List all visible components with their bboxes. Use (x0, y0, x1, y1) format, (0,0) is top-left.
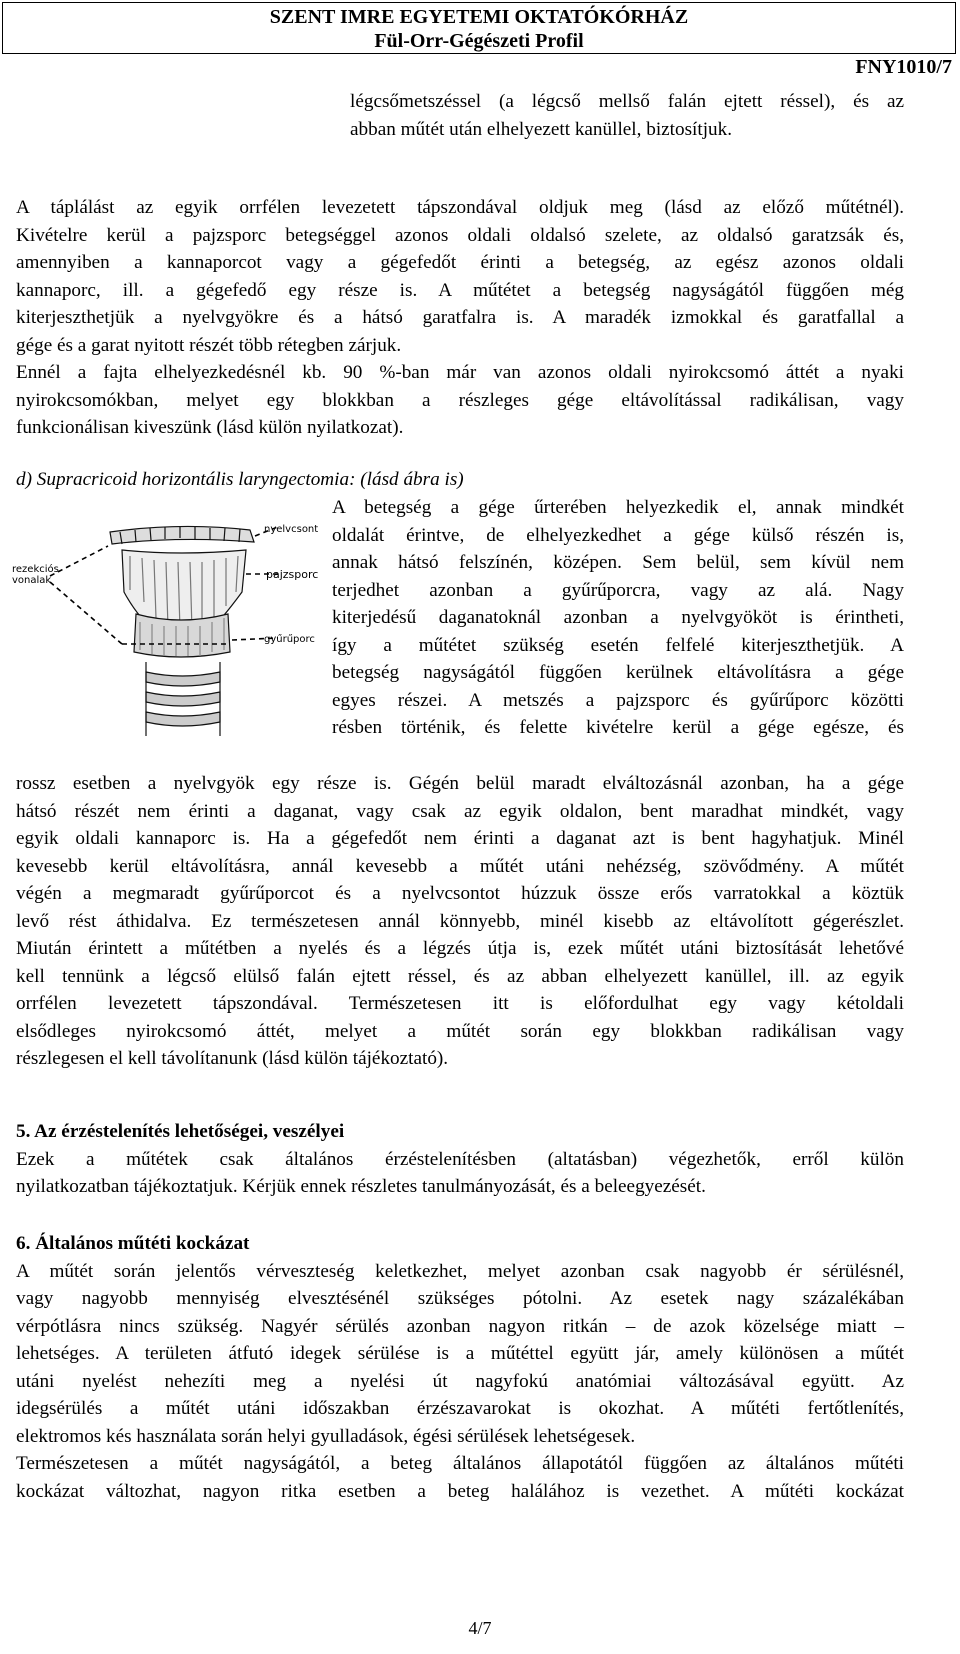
text-line: lehetséges. A területen átfutó idegek sérülése is a műtéttel együtt jár, amely különösen a műtét (16, 1343, 904, 1364)
section-6-title: 6. Általános műtéti kockázat (16, 1233, 250, 1254)
text-line: utáni nyelést nehezíti meg a nyelési út nagyfokú anatómiai változásával együtt. Az (16, 1370, 904, 1392)
text-line: egyik oldali kannaporc is. Ha a gégefedőt nem érinti a daganat azt is bent hagyhatjuk. Minél (16, 828, 904, 849)
text-line: Ezek a műtétek csak általános érzéstelenítésben (altatásban) végezhetők, erről külön (16, 1148, 904, 1170)
figure-side-text (332, 494, 904, 742)
text-line: kell tennünk a légcső elülső falán ejtett réssel, és az abban elhelyezett kanüllel, ill. az egyik (16, 965, 904, 987)
text-line: így a műtétet szükség esetén felfelé kiterjeszthetjük. A (332, 634, 904, 656)
text-line: kockázat változhat, nagyon ritka esetben a beteg halálához is vezethet. A műtéti kockázat (16, 1480, 904, 1502)
hyoid-label: nyelvcsont (264, 524, 319, 535)
text-line: elektromos kés használata során helyi gyulladások, égési sérülések lehetségesek. (16, 1425, 636, 1447)
intro-text (350, 88, 904, 143)
text-line: nyirokcsomókban, melyet egy blokkban a részleges gége eltávolítással radikálisan, vagy (16, 389, 904, 411)
text-line: Ennél a fajta elhelyezkedésnél kb. 90 %-ban már van azonos oldali nyirokcsomó áttét a nyaki (16, 362, 904, 383)
section-5-title: 5. Az érzéstelenítés lehetőségei, veszélyei (16, 1121, 345, 1142)
text-line: gége és a garat nyitott részét több rétegben zárjuk. (16, 334, 402, 356)
text-line: A műtét során jelentős vérveszteség keletkezhet, melyet azonban csak nagyobb ér sérülésnél, (16, 1260, 904, 1282)
text-line: hátsó részét nem érinti a daganat, vagy csak az egyik oldalon, bent maradhat mindkét, vagy (16, 800, 904, 822)
text-line: nyilatkozatban tájékoztatjuk. Kérjük ennek részletes tanulmányozását, és a beleegyezését. (16, 1176, 706, 1197)
text-line: kiterjedésű daganatoknál azonban a nyelvgyököt is érintheti, (332, 607, 904, 628)
text-line: levő rést áthidalva. Ez természetesen annál könnyebb, minél kisebb az eltávolított gégerészlet. (16, 910, 904, 932)
section-5 (16, 1118, 904, 1201)
paragraph-feeding (16, 194, 904, 442)
resection-line-lower (50, 582, 122, 644)
section-d-title: d) Supracricoid horizontális laryngectomia: (lásd ábra is) (16, 469, 464, 490)
text-line: kevesebb kerül eltávolításra, annál kevesebb a műtét utáni nehézség, szövődmény. A műtét (16, 855, 904, 877)
text-line: annak hátsó felszínén, középen. Sem belül, sem kívül nem (332, 552, 904, 573)
page-number: 4/7 (468, 1618, 492, 1638)
resection-lines-label: rezekciós (12, 564, 59, 575)
text-line: Miután érintett a műtétben a nyelés és a légzés útja is, ezek műtét utáni biztosítását lehetővé (16, 938, 904, 959)
text-line: Természetesen a műtét nagyságától, a beteg általános állapotától függően az általános műtéti (16, 1453, 904, 1474)
text-line: rossz esetben a nyelvgyök egy része is. Gégén belül maradt elváltozásnál azonban, ha a gége (16, 773, 904, 794)
text-line: A betegség a gége űrterében helyezkedik el, annak mindkét (332, 497, 904, 518)
text-line: részlegesen el kell távolítanunk (lásd külön tájékoztató). (16, 1048, 449, 1069)
text-line: terjedhet azonban a gyűrűporcra, vagy az alá. Nagy (332, 579, 904, 601)
cricoid-label: gyűrűporc (264, 634, 315, 645)
text-line: abban műtét után elhelyezett kanüllel, biztosítjuk. (350, 118, 733, 140)
text-line: idegsérülés a műtét utáni időszakban érzészavarokat is okozhat. A műtéti fertőtlenítés, (16, 1398, 904, 1419)
paragraph-supracricoid (16, 770, 904, 1073)
text-line: Kivételre kerül a pajzsporc betegséggel azonos oldali oldalsó szelete, az oldalsó garatzsák és, (16, 224, 904, 246)
text-line: A táplálást az egyik orrfélen levezetett tápszondával oldjuk meg (lásd az előző műtétnél). (16, 197, 904, 218)
thyroid-label: pajzsporc (266, 568, 319, 581)
text-line: egyes részei. A metszés a pajzsporc és gyűrűporc közötti (332, 689, 904, 711)
text-line: orrfélen levezetett tápszondával. Természetesen itt is előfordulhat egy vagy kétoldali (16, 993, 904, 1014)
text-line: végén a megmaradt gyűrűporcot és a nyelvcsontot húzzuk össze erős varratokkal a köztük (16, 883, 904, 904)
department-name: Fül-Orr-Gégészeti Profil (374, 30, 584, 52)
cricoid-cartilage-shape (134, 614, 230, 657)
text-line: vagy nagyobb mennyiség elvesztésénél szükséges pótolni. Az esetek nagy százalékában (16, 1288, 904, 1309)
text-line: résben történik, és felette kivételre kerül a gége egésze, és (332, 717, 904, 738)
text-line: légcsőmetszéssel (a légcső mellső falán ejtett réssel), és az (350, 91, 904, 112)
text-line: elsődleges nyirokcsomó áttét, melyet a műtét során egy blokkban radikálisan vagy (16, 1020, 904, 1042)
text-line: kiterjeszthetjük a nyelvgyökre és a hátsó garatfalra is. A maradék izmokkal és garatfallal a (16, 307, 904, 328)
section-6 (16, 1230, 904, 1505)
hyoid-bone-shape (110, 526, 254, 544)
text-line: amennyiben a kannaporcot vagy a gégefedőt érinti a betegség, az egész azonos oldali (16, 252, 904, 273)
text-line: vérpótlásra nincs szükség. Nagyér sérülés azonban nagyon ritkán – de azok közelsége miatt – (16, 1315, 904, 1337)
page-header (2, 2, 956, 54)
text-line: kannaporc, ill. a gégefedő egy része is. A műtétet a betegség nagyságától függően még (16, 279, 904, 301)
text-line: betegség nagyságától függően kerülnek eltávolításra a gége (332, 662, 904, 683)
institution-name: SZENT IMRE EGYETEMI OKTATÓKÓRHÁZ (269, 6, 689, 28)
document-number: FNY1010/7 (855, 56, 952, 78)
text-line: oldalát érintve, de elhelyezkedhet a gége külső részén is, (332, 524, 904, 546)
text-line: funkcionálisan kiveszünk (lásd külön nyilatkozat). (16, 417, 404, 438)
larynx-diagram (10, 522, 340, 744)
svg-text:vonalak: vonalak (12, 575, 52, 586)
